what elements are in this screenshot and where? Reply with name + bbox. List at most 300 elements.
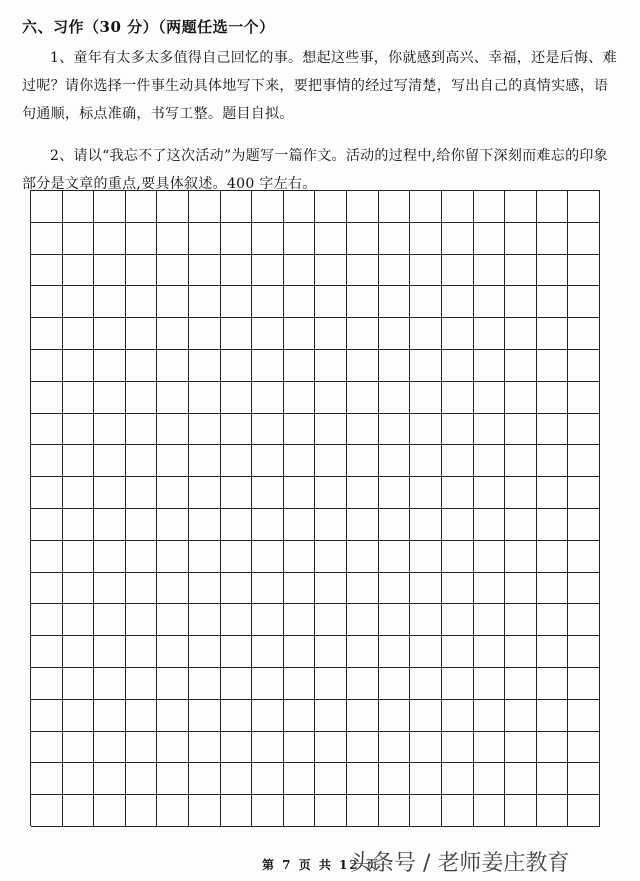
grid-cell[interactable] bbox=[284, 541, 316, 573]
grid-cell[interactable] bbox=[157, 318, 189, 350]
grid-cell[interactable] bbox=[31, 636, 63, 668]
grid-cell[interactable] bbox=[315, 477, 347, 509]
grid-cell[interactable] bbox=[189, 318, 221, 350]
grid-cell[interactable] bbox=[379, 223, 411, 255]
grid-cell[interactable] bbox=[347, 668, 379, 700]
grid-cell[interactable] bbox=[347, 414, 379, 446]
grid-cell[interactable] bbox=[474, 191, 506, 223]
grid-cell[interactable] bbox=[126, 604, 158, 636]
grid-cell[interactable] bbox=[252, 382, 284, 414]
grid-cell[interactable] bbox=[189, 382, 221, 414]
grid-cell[interactable] bbox=[94, 477, 126, 509]
grid-cell[interactable] bbox=[315, 509, 347, 541]
grid-cell[interactable] bbox=[379, 382, 411, 414]
grid-cell[interactable] bbox=[315, 795, 347, 827]
grid-cell[interactable] bbox=[410, 477, 442, 509]
grid-cell[interactable] bbox=[474, 604, 506, 636]
grid-cell[interactable] bbox=[505, 350, 537, 382]
grid-cell[interactable] bbox=[284, 477, 316, 509]
grid-cell[interactable] bbox=[505, 573, 537, 605]
grid-cell[interactable] bbox=[379, 445, 411, 477]
grid-cell[interactable] bbox=[474, 255, 506, 287]
grid-cell[interactable] bbox=[410, 509, 442, 541]
grid-cell[interactable] bbox=[347, 350, 379, 382]
grid-cell[interactable] bbox=[284, 700, 316, 732]
grid-cell[interactable] bbox=[284, 350, 316, 382]
grid-cell[interactable] bbox=[410, 732, 442, 764]
grid-cell[interactable] bbox=[284, 223, 316, 255]
grid-cell[interactable] bbox=[126, 763, 158, 795]
grid-cell[interactable] bbox=[537, 604, 569, 636]
grid-cell[interactable] bbox=[252, 318, 284, 350]
grid-cell[interactable] bbox=[31, 541, 63, 573]
grid-cell[interactable] bbox=[315, 350, 347, 382]
grid-cell[interactable] bbox=[410, 286, 442, 318]
grid-cell[interactable] bbox=[410, 573, 442, 605]
grid-cell[interactable] bbox=[31, 573, 63, 605]
grid-cell[interactable] bbox=[31, 795, 63, 827]
grid-cell[interactable] bbox=[63, 795, 95, 827]
grid-cell[interactable] bbox=[284, 509, 316, 541]
grid-cell[interactable] bbox=[474, 286, 506, 318]
grid-cell[interactable] bbox=[347, 700, 379, 732]
grid-cell[interactable] bbox=[474, 223, 506, 255]
grid-cell[interactable] bbox=[537, 763, 569, 795]
grid-cell[interactable] bbox=[505, 541, 537, 573]
grid-cell[interactable] bbox=[63, 255, 95, 287]
grid-cell[interactable] bbox=[568, 732, 600, 764]
grid-cell[interactable] bbox=[221, 414, 253, 446]
grid-cell[interactable] bbox=[537, 414, 569, 446]
grid-cell[interactable] bbox=[442, 541, 474, 573]
grid-cell[interactable] bbox=[284, 604, 316, 636]
grid-cell[interactable] bbox=[505, 191, 537, 223]
grid-cell[interactable] bbox=[157, 350, 189, 382]
grid-cell[interactable] bbox=[505, 477, 537, 509]
grid-cell[interactable] bbox=[568, 350, 600, 382]
grid-cell[interactable] bbox=[315, 573, 347, 605]
grid-cell[interactable] bbox=[94, 191, 126, 223]
grid-cell[interactable] bbox=[410, 350, 442, 382]
grid-cell[interactable] bbox=[442, 732, 474, 764]
grid-cell[interactable] bbox=[568, 445, 600, 477]
grid-cell[interactable] bbox=[63, 604, 95, 636]
grid-cell[interactable] bbox=[315, 255, 347, 287]
grid-cell[interactable] bbox=[63, 191, 95, 223]
grid-cell[interactable] bbox=[568, 763, 600, 795]
grid-cell[interactable] bbox=[252, 668, 284, 700]
grid-cell[interactable] bbox=[379, 604, 411, 636]
grid-cell[interactable] bbox=[410, 763, 442, 795]
grid-cell[interactable] bbox=[442, 191, 474, 223]
grid-cell[interactable] bbox=[568, 255, 600, 287]
grid-cell[interactable] bbox=[474, 382, 506, 414]
grid-cell[interactable] bbox=[94, 668, 126, 700]
grid-cell[interactable] bbox=[442, 255, 474, 287]
grid-cell[interactable] bbox=[442, 445, 474, 477]
grid-cell[interactable] bbox=[94, 573, 126, 605]
grid-cell[interactable] bbox=[537, 509, 569, 541]
grid-cell[interactable] bbox=[157, 509, 189, 541]
grid-cell[interactable] bbox=[94, 223, 126, 255]
grid-cell[interactable] bbox=[315, 382, 347, 414]
grid-cell[interactable] bbox=[63, 477, 95, 509]
grid-cell[interactable] bbox=[157, 668, 189, 700]
grid-cell[interactable] bbox=[537, 795, 569, 827]
grid-cell[interactable] bbox=[284, 636, 316, 668]
grid-cell[interactable] bbox=[221, 604, 253, 636]
grid-cell[interactable] bbox=[252, 191, 284, 223]
grid-cell[interactable] bbox=[157, 763, 189, 795]
grid-cell[interactable] bbox=[189, 414, 221, 446]
grid-cell[interactable] bbox=[474, 318, 506, 350]
grid-cell[interactable] bbox=[347, 636, 379, 668]
grid-cell[interactable] bbox=[94, 541, 126, 573]
grid-cell[interactable] bbox=[315, 445, 347, 477]
grid-cell[interactable] bbox=[252, 732, 284, 764]
grid-cell[interactable] bbox=[189, 286, 221, 318]
grid-cell[interactable] bbox=[284, 763, 316, 795]
grid-cell[interactable] bbox=[410, 191, 442, 223]
grid-cell[interactable] bbox=[94, 636, 126, 668]
grid-cell[interactable] bbox=[31, 414, 63, 446]
grid-cell[interactable] bbox=[537, 573, 569, 605]
grid-cell[interactable] bbox=[221, 541, 253, 573]
grid-cell[interactable] bbox=[379, 350, 411, 382]
grid-cell[interactable] bbox=[442, 223, 474, 255]
grid-cell[interactable] bbox=[126, 509, 158, 541]
grid-cell[interactable] bbox=[252, 636, 284, 668]
grid-cell[interactable] bbox=[252, 795, 284, 827]
grid-cell[interactable] bbox=[63, 668, 95, 700]
grid-cell[interactable] bbox=[537, 700, 569, 732]
grid-cell[interactable] bbox=[221, 445, 253, 477]
grid-cell[interactable] bbox=[505, 795, 537, 827]
grid-cell[interactable] bbox=[31, 668, 63, 700]
grid-cell[interactable] bbox=[410, 636, 442, 668]
grid-cell[interactable] bbox=[63, 763, 95, 795]
grid-cell[interactable] bbox=[63, 700, 95, 732]
grid-cell[interactable] bbox=[252, 414, 284, 446]
grid-cell[interactable] bbox=[157, 286, 189, 318]
grid-cell[interactable] bbox=[252, 445, 284, 477]
grid-cell[interactable] bbox=[94, 604, 126, 636]
grid-cell[interactable] bbox=[189, 255, 221, 287]
grid-cell[interactable] bbox=[221, 191, 253, 223]
grid-cell[interactable] bbox=[410, 255, 442, 287]
grid-cell[interactable] bbox=[379, 795, 411, 827]
grid-cell[interactable] bbox=[568, 668, 600, 700]
grid-cell[interactable] bbox=[221, 223, 253, 255]
grid-cell[interactable] bbox=[189, 795, 221, 827]
grid-cell[interactable] bbox=[31, 732, 63, 764]
grid-cell[interactable] bbox=[379, 255, 411, 287]
grid-cell[interactable] bbox=[126, 445, 158, 477]
grid-cell[interactable] bbox=[442, 700, 474, 732]
grid-cell[interactable] bbox=[537, 350, 569, 382]
grid-cell[interactable] bbox=[315, 763, 347, 795]
grid-cell[interactable] bbox=[315, 668, 347, 700]
grid-cell[interactable] bbox=[347, 541, 379, 573]
grid-cell[interactable] bbox=[157, 700, 189, 732]
grid-cell[interactable] bbox=[568, 382, 600, 414]
grid-cell[interactable] bbox=[252, 477, 284, 509]
grid-cell[interactable] bbox=[94, 382, 126, 414]
grid-cell[interactable] bbox=[315, 318, 347, 350]
grid-cell[interactable] bbox=[284, 445, 316, 477]
grid-cell[interactable] bbox=[537, 477, 569, 509]
grid-cell[interactable] bbox=[410, 795, 442, 827]
grid-cell[interactable] bbox=[442, 318, 474, 350]
grid-cell[interactable] bbox=[221, 668, 253, 700]
grid-cell[interactable] bbox=[568, 318, 600, 350]
grid-cell[interactable] bbox=[410, 700, 442, 732]
grid-cell[interactable] bbox=[347, 382, 379, 414]
grid-cell[interactable] bbox=[94, 255, 126, 287]
grid-cell[interactable] bbox=[474, 541, 506, 573]
grid-cell[interactable] bbox=[189, 541, 221, 573]
grid-cell[interactable] bbox=[568, 477, 600, 509]
grid-cell[interactable] bbox=[221, 509, 253, 541]
grid-cell[interactable] bbox=[505, 636, 537, 668]
grid-cell[interactable] bbox=[252, 509, 284, 541]
grid-cell[interactable] bbox=[63, 223, 95, 255]
grid-cell[interactable] bbox=[157, 477, 189, 509]
grid-cell[interactable] bbox=[157, 382, 189, 414]
grid-cell[interactable] bbox=[94, 795, 126, 827]
grid-cell[interactable] bbox=[474, 732, 506, 764]
grid-cell[interactable] bbox=[347, 255, 379, 287]
grid-cell[interactable] bbox=[442, 573, 474, 605]
grid-cell[interactable] bbox=[126, 223, 158, 255]
grid-cell[interactable] bbox=[347, 318, 379, 350]
grid-cell[interactable] bbox=[347, 604, 379, 636]
grid-cell[interactable] bbox=[568, 636, 600, 668]
grid-cell[interactable] bbox=[315, 700, 347, 732]
grid-cell[interactable] bbox=[126, 477, 158, 509]
grid-cell[interactable] bbox=[31, 509, 63, 541]
grid-cell[interactable] bbox=[537, 541, 569, 573]
grid-cell[interactable] bbox=[442, 604, 474, 636]
grid-cell[interactable] bbox=[157, 414, 189, 446]
grid-cell[interactable] bbox=[410, 414, 442, 446]
grid-cell[interactable] bbox=[537, 382, 569, 414]
grid-cell[interactable] bbox=[474, 509, 506, 541]
grid-cell[interactable] bbox=[379, 636, 411, 668]
grid-cell[interactable] bbox=[31, 382, 63, 414]
grid-cell[interactable] bbox=[379, 286, 411, 318]
grid-cell[interactable] bbox=[505, 763, 537, 795]
grid-cell[interactable] bbox=[221, 732, 253, 764]
grid-cell[interactable] bbox=[94, 445, 126, 477]
grid-cell[interactable] bbox=[315, 223, 347, 255]
grid-cell[interactable] bbox=[126, 732, 158, 764]
grid-cell[interactable] bbox=[63, 382, 95, 414]
grid-cell[interactable] bbox=[568, 414, 600, 446]
grid-cell[interactable] bbox=[505, 318, 537, 350]
grid-cell[interactable] bbox=[379, 509, 411, 541]
grid-cell[interactable] bbox=[94, 318, 126, 350]
grid-cell[interactable] bbox=[221, 382, 253, 414]
grid-cell[interactable] bbox=[31, 255, 63, 287]
grid-cell[interactable] bbox=[505, 668, 537, 700]
grid-cell[interactable] bbox=[63, 732, 95, 764]
grid-cell[interactable] bbox=[505, 700, 537, 732]
grid-cell[interactable] bbox=[284, 795, 316, 827]
grid-cell[interactable] bbox=[284, 668, 316, 700]
grid-cell[interactable] bbox=[315, 541, 347, 573]
grid-cell[interactable] bbox=[347, 732, 379, 764]
grid-cell[interactable] bbox=[189, 191, 221, 223]
grid-cell[interactable] bbox=[221, 477, 253, 509]
grid-cell[interactable] bbox=[126, 795, 158, 827]
grid-cell[interactable] bbox=[126, 700, 158, 732]
grid-cell[interactable] bbox=[537, 445, 569, 477]
grid-cell[interactable] bbox=[221, 286, 253, 318]
grid-cell[interactable] bbox=[157, 573, 189, 605]
grid-cell[interactable] bbox=[252, 573, 284, 605]
grid-cell[interactable] bbox=[568, 795, 600, 827]
grid-cell[interactable] bbox=[252, 286, 284, 318]
grid-cell[interactable] bbox=[189, 350, 221, 382]
grid-cell[interactable] bbox=[379, 763, 411, 795]
grid-cell[interactable] bbox=[474, 573, 506, 605]
grid-cell[interactable] bbox=[63, 445, 95, 477]
grid-cell[interactable] bbox=[157, 541, 189, 573]
grid-cell[interactable] bbox=[126, 350, 158, 382]
grid-cell[interactable] bbox=[537, 223, 569, 255]
grid-cell[interactable] bbox=[284, 732, 316, 764]
grid-cell[interactable] bbox=[126, 541, 158, 573]
grid-cell[interactable] bbox=[537, 668, 569, 700]
grid-cell[interactable] bbox=[347, 509, 379, 541]
grid-cell[interactable] bbox=[568, 573, 600, 605]
grid-cell[interactable] bbox=[63, 350, 95, 382]
grid-cell[interactable] bbox=[474, 636, 506, 668]
grid-cell[interactable] bbox=[379, 191, 411, 223]
grid-cell[interactable] bbox=[284, 286, 316, 318]
grid-cell[interactable] bbox=[284, 191, 316, 223]
grid-cell[interactable] bbox=[63, 573, 95, 605]
grid-cell[interactable] bbox=[537, 191, 569, 223]
grid-cell[interactable] bbox=[315, 604, 347, 636]
grid-cell[interactable] bbox=[252, 604, 284, 636]
grid-cell[interactable] bbox=[126, 318, 158, 350]
grid-cell[interactable] bbox=[31, 477, 63, 509]
grid-cell[interactable] bbox=[410, 382, 442, 414]
grid-cell[interactable] bbox=[347, 763, 379, 795]
grid-cell[interactable] bbox=[505, 223, 537, 255]
grid-cell[interactable] bbox=[252, 700, 284, 732]
grid-cell[interactable] bbox=[442, 636, 474, 668]
grid-cell[interactable] bbox=[315, 191, 347, 223]
grid-cell[interactable] bbox=[568, 286, 600, 318]
grid-cell[interactable] bbox=[189, 477, 221, 509]
grid-cell[interactable] bbox=[442, 414, 474, 446]
grid-cell[interactable] bbox=[568, 700, 600, 732]
grid-cell[interactable] bbox=[126, 636, 158, 668]
grid-cell[interactable] bbox=[157, 636, 189, 668]
grid-cell[interactable] bbox=[94, 350, 126, 382]
grid-cell[interactable] bbox=[94, 414, 126, 446]
grid-cell[interactable] bbox=[505, 255, 537, 287]
grid-cell[interactable] bbox=[63, 541, 95, 573]
grid-cell[interactable] bbox=[221, 763, 253, 795]
grid-cell[interactable] bbox=[221, 636, 253, 668]
grid-cell[interactable] bbox=[221, 700, 253, 732]
grid-cell[interactable] bbox=[379, 414, 411, 446]
grid-cell[interactable] bbox=[537, 636, 569, 668]
grid-cell[interactable] bbox=[537, 255, 569, 287]
grid-cell[interactable] bbox=[442, 286, 474, 318]
grid-cell[interactable] bbox=[474, 477, 506, 509]
grid-cell[interactable] bbox=[31, 445, 63, 477]
grid-cell[interactable] bbox=[410, 668, 442, 700]
grid-cell[interactable] bbox=[505, 509, 537, 541]
grid-cell[interactable] bbox=[189, 223, 221, 255]
grid-cell[interactable] bbox=[474, 445, 506, 477]
grid-cell[interactable] bbox=[347, 223, 379, 255]
grid-cell[interactable] bbox=[315, 636, 347, 668]
grid-cell[interactable] bbox=[252, 255, 284, 287]
grid-cell[interactable] bbox=[284, 255, 316, 287]
grid-cell[interactable] bbox=[221, 255, 253, 287]
grid-cell[interactable] bbox=[379, 732, 411, 764]
grid-cell[interactable] bbox=[126, 191, 158, 223]
grid-cell[interactable] bbox=[126, 668, 158, 700]
grid-cell[interactable] bbox=[94, 763, 126, 795]
grid-cell[interactable] bbox=[31, 318, 63, 350]
grid-cell[interactable] bbox=[189, 445, 221, 477]
grid-cell[interactable] bbox=[379, 700, 411, 732]
grid-cell[interactable] bbox=[63, 414, 95, 446]
grid-cell[interactable] bbox=[410, 541, 442, 573]
grid-cell[interactable] bbox=[379, 318, 411, 350]
grid-cell[interactable] bbox=[126, 286, 158, 318]
grid-cell[interactable] bbox=[252, 763, 284, 795]
grid-cell[interactable] bbox=[94, 509, 126, 541]
grid-cell[interactable] bbox=[568, 541, 600, 573]
grid-cell[interactable] bbox=[442, 350, 474, 382]
grid-cell[interactable] bbox=[221, 795, 253, 827]
grid-cell[interactable] bbox=[94, 286, 126, 318]
grid-cell[interactable] bbox=[442, 763, 474, 795]
grid-cell[interactable] bbox=[284, 414, 316, 446]
writing-grid[interactable] bbox=[30, 190, 600, 826]
grid-cell[interactable] bbox=[31, 223, 63, 255]
grid-cell[interactable] bbox=[474, 350, 506, 382]
grid-cell[interactable] bbox=[315, 414, 347, 446]
grid-cell[interactable] bbox=[505, 382, 537, 414]
grid-cell[interactable] bbox=[347, 795, 379, 827]
grid-cell[interactable] bbox=[31, 191, 63, 223]
grid-cell[interactable] bbox=[94, 700, 126, 732]
grid-cell[interactable] bbox=[221, 318, 253, 350]
grid-cell[interactable] bbox=[252, 541, 284, 573]
grid-cell[interactable] bbox=[126, 255, 158, 287]
grid-cell[interactable] bbox=[442, 382, 474, 414]
grid-cell[interactable] bbox=[505, 732, 537, 764]
grid-cell[interactable] bbox=[410, 223, 442, 255]
grid-cell[interactable] bbox=[126, 573, 158, 605]
grid-cell[interactable] bbox=[189, 700, 221, 732]
grid-cell[interactable] bbox=[379, 573, 411, 605]
grid-cell[interactable] bbox=[442, 795, 474, 827]
grid-cell[interactable] bbox=[284, 382, 316, 414]
grid-cell[interactable] bbox=[157, 795, 189, 827]
grid-cell[interactable] bbox=[568, 509, 600, 541]
grid-cell[interactable] bbox=[189, 732, 221, 764]
